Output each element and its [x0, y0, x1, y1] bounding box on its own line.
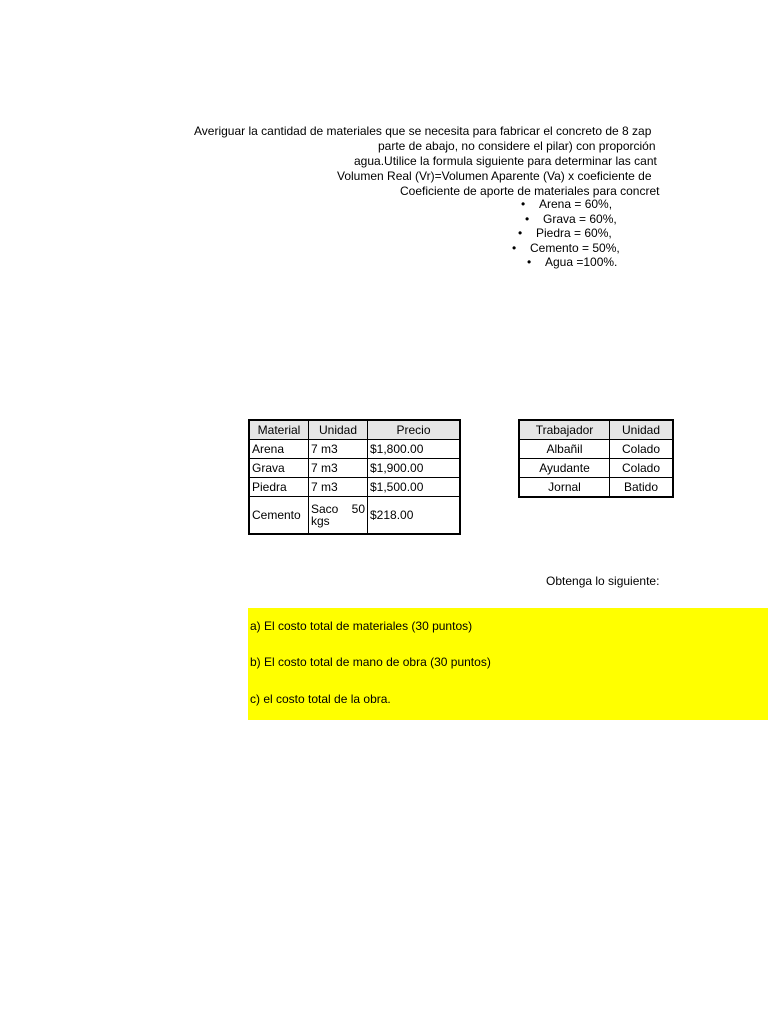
question-c: c) el costo total de la obra. — [250, 692, 391, 706]
unidad-cell: Colado — [610, 440, 674, 459]
material-cell: Grava — [249, 459, 309, 478]
instruction-line-4: Volumen Real (Vr)=Volumen Aparente (Va) x coeficiente de — [337, 169, 652, 183]
unidad-cell — [309, 497, 368, 535]
precio-cell: $1,900.00 — [368, 459, 461, 478]
column-header-trabajador: Trabajador — [519, 420, 610, 440]
table-row — [249, 478, 460, 497]
trabajador-cell: Albañil — [519, 440, 610, 459]
precio-cell: $1,800.00 — [368, 440, 461, 459]
table-row — [519, 440, 673, 459]
list-item: • Cemento = 50%, — [512, 240, 620, 255]
table-row — [519, 459, 673, 478]
instruction-line-3: agua.Utilice la formula siguiente para determinar las cant — [354, 154, 657, 168]
unidad-saco: Saco — [311, 502, 339, 516]
column-header-precio: Precio — [368, 420, 461, 440]
unidad-cell: 7 m3 — [309, 478, 368, 497]
list-item: • Arena = 60%, — [521, 197, 613, 211]
table-row — [519, 478, 673, 498]
unidad-weight: 50 — [351, 502, 365, 516]
instruction-line-5: Coeficiente de aporte de materiales para concret — [400, 184, 660, 198]
list-item: • Piedra = 60%, — [518, 226, 612, 241]
table-header-row — [519, 420, 673, 440]
column-header-unidad: Unidad — [610, 420, 674, 440]
material-cell: Cemento — [249, 497, 309, 535]
column-header-unidad: Unidad — [309, 420, 368, 440]
unidad-cell: 7 m3 — [309, 440, 368, 459]
trabajador-cell: Jornal — [519, 478, 610, 498]
unidad-cell: Batido — [610, 478, 674, 498]
list-item: • Agua =100%. — [527, 255, 618, 270]
unidad-kgs: kgs — [311, 514, 330, 528]
obtenga-heading: Obtenga lo siguiente: — [546, 574, 660, 588]
trabajador-cell: Ayudante — [519, 459, 610, 478]
instruction-line-1: Averiguar la cantidad de materiales que se necesita para fabricar el concreto de 8 zap — [194, 124, 652, 138]
table-row — [249, 440, 460, 459]
table-row — [249, 497, 460, 535]
list-item: • Grava = 60%, — [525, 211, 617, 226]
questions-highlight-block — [248, 608, 768, 720]
workers-table — [518, 419, 674, 498]
precio-cell: $1,500.00 — [368, 478, 461, 497]
unidad-cell: Colado — [610, 459, 674, 478]
material-cell: Piedra — [249, 478, 309, 497]
question-b: b) El costo total de mano de obra (30 puntos) — [250, 655, 491, 669]
unidad-cell: 7 m3 — [309, 459, 368, 478]
column-header-material: Material — [249, 420, 309, 440]
instruction-line-2: parte de abajo, no considere el pilar) con proporción — [378, 139, 656, 153]
table-row — [249, 459, 460, 478]
question-a: a) El costo total de materiales (30 puntos) — [250, 619, 473, 633]
precio-cell: $218.00 — [368, 497, 461, 535]
table-header-row — [249, 420, 460, 440]
material-cell: Arena — [249, 440, 309, 459]
materials-table — [248, 419, 461, 535]
